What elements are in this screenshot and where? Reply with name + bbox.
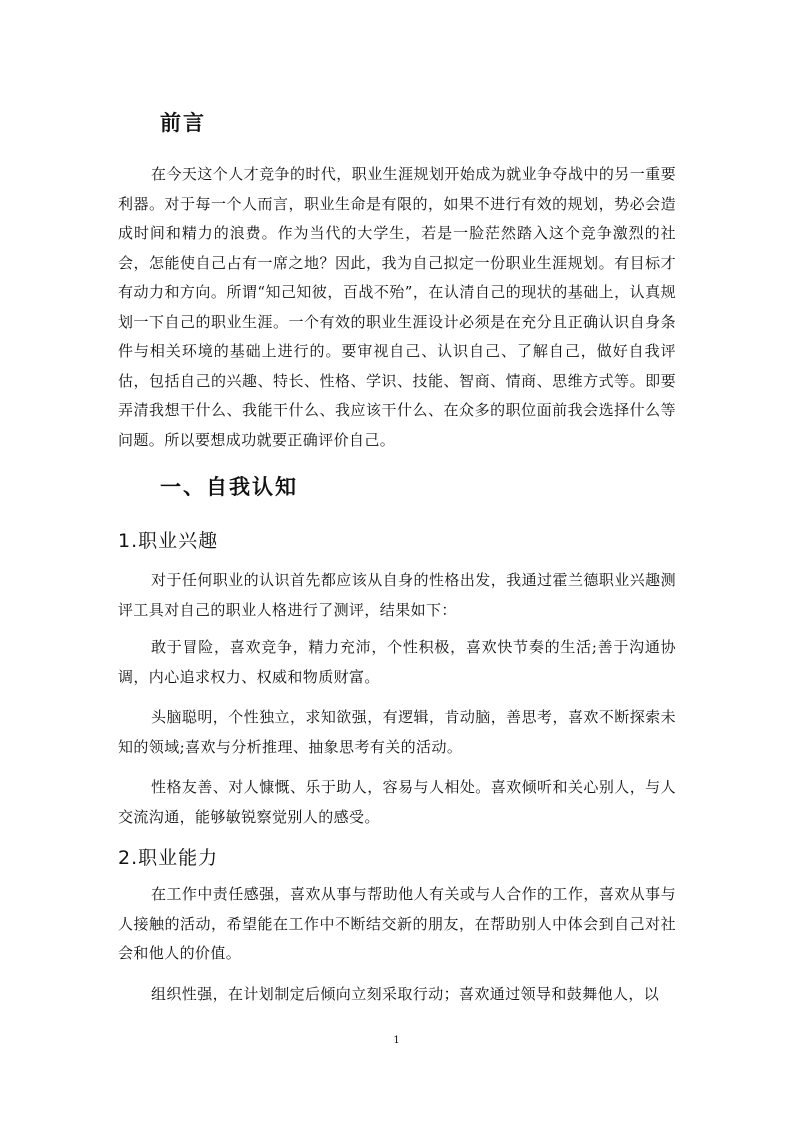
section-heading-self-awareness: 一、自我认知: [160, 475, 298, 499]
preface-paragraph: 在今天这个人才竞争的时代，职业生涯规划开始成为就业争夺战中的另一重要利器。对于每一个人而言，职业生命是有限的，如果不进行有效的规划，势必会造成时间和精力的浪费。作为当代的大学生，若是一脸茫然踏入这个竞争激烈的社会，怎能使自己占有一席之地？因此，我为自己拟定一份职业生涯规划。有目标才有动力和方向。所谓“知己知彼，百战不殆”，在认清自己的现状的基础上，认真规划一下自己的职业生涯。一个有效的职业生涯设计必须是在充分且正确认识自身条件与相关环境的基础上进行的。要审视自己、认识自己、了解自己，做好自我评估，包括自己的兴趣、特长、性格、学识、技能、智商、情商、思维方式等。即要弄清我想干什么、我能干什么、我应该干什么、在众多的职位面前我会选择什么等问题。所以要想成功就要正确评价自己。: [118, 165, 676, 449]
page-number: 1: [393, 1035, 400, 1046]
subheading-career-interest: 1.职业兴趣: [118, 530, 219, 552]
interest-paragraph: 敢于冒险，喜欢竞争，精力充沛，个性积极，喜欢快节奏的生活;善于沟通协调，内心追求权力、权威和物质财富。: [118, 638, 676, 686]
interest-paragraph: 性格友善、对人慷慨、乐于助人，容易与人相处。喜欢倾听和关心别人，与人交流沟通，能够敏锐察觉别人的感受。: [118, 778, 676, 826]
interest-paragraph: 对于任何职业的认识首先都应该从自身的性格出发，我通过霍兰德职业兴趣测评工具对自己的职业人格进行了测评，结果如下：: [118, 571, 676, 619]
interest-paragraph: 头脑聪明，个性独立，求知欲强，有逻辑，肯动脑，善思考，喜欢不断探索未知的领域;喜欢与分析推理、抽象思考有关的活动。: [118, 708, 676, 756]
ability-paragraph: 组织性强，在计划制定后倾向立刻采取行动；喜欢通过领导和鼓舞他人，以: [151, 985, 660, 1003]
subheading-career-ability: 2.职业能力: [118, 847, 219, 869]
ability-paragraph: 在工作中责任感强，喜欢从事与帮助他人有关或与人合作的工作，喜欢从事与人接触的活动，希望能在工作中不断结交新的朋友，在帮助别人中体会到自己对社会和他人的价值。: [118, 885, 676, 962]
preface-heading: 前言: [160, 111, 206, 135]
